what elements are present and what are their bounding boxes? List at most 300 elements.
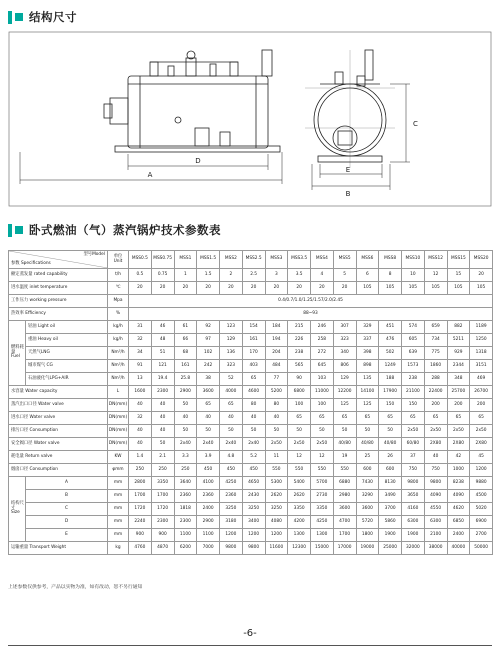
- table-value-cell: 20: [311, 282, 334, 295]
- table-value-cell: 1.4: [129, 451, 152, 464]
- table-value-cell: 2620: [288, 490, 311, 503]
- table-value-cell: 135: [356, 373, 379, 386]
- table-value-cell: 450: [197, 464, 220, 477]
- table-value-cell: 3600: [333, 503, 356, 516]
- table-value-cell: 1573: [402, 360, 425, 373]
- table-value-cell: 605: [402, 334, 425, 347]
- table-value-cell: 2620: [265, 490, 288, 503]
- row-unit-cell: kg: [108, 542, 129, 555]
- table-row: [9, 529, 493, 542]
- table-value-cell: 600: [356, 464, 379, 477]
- table-value-cell: 40: [265, 412, 288, 425]
- table-value-cell: 2x50: [265, 438, 288, 451]
- table-value-cell: 574: [402, 321, 425, 334]
- table-value-cell: 50: [220, 425, 243, 438]
- table-value-cell: 775: [424, 347, 447, 360]
- table-value-cell: 68: [174, 347, 197, 360]
- table-value-cell: 20: [470, 269, 493, 282]
- table-value-cell: 8130: [379, 477, 402, 490]
- table-value-cell: 469: [470, 373, 493, 386]
- table-value-cell: 65: [402, 412, 425, 425]
- table-value-cell: 40/80: [356, 438, 379, 451]
- table-value-cell: 250: [129, 464, 152, 477]
- table-value-cell: 4550: [424, 503, 447, 516]
- table-value-cell: 929: [447, 347, 470, 360]
- table-value-cell: 50: [197, 425, 220, 438]
- table-value-cell: 32: [129, 412, 152, 425]
- dimension-label-D: D: [195, 157, 201, 165]
- table-value-cell: 40: [129, 425, 152, 438]
- table-value-cell: 25: [356, 451, 379, 464]
- table-row: [9, 308, 493, 321]
- row-unit-cell: ℃: [108, 282, 129, 295]
- table-value-cell: 121: [151, 360, 174, 373]
- table-value-cell: 2300: [151, 516, 174, 529]
- table-value-cell: 502: [379, 347, 402, 360]
- table-value-cell: 398: [356, 347, 379, 360]
- table-value-cell: 450: [220, 464, 243, 477]
- page-number: -6-: [243, 628, 257, 639]
- table-value-cell: 2800: [129, 477, 152, 490]
- table-value-cell: 15000: [311, 542, 334, 555]
- heading-bar-marker: [8, 224, 12, 237]
- table-row: [9, 425, 493, 438]
- table-value-cell: 0.75: [151, 269, 174, 282]
- table-value-cell: 40: [197, 412, 220, 425]
- table-value-cell: 2300: [174, 516, 197, 529]
- table-value-cell: 65: [470, 412, 493, 425]
- table-value-cell: 40: [151, 412, 174, 425]
- table-value-cell: 25700: [447, 386, 470, 399]
- row-name-cell: 耗电量 Return valve: [9, 451, 108, 464]
- table-value-cell: 65: [379, 412, 402, 425]
- table-value-cell: 40: [242, 412, 265, 425]
- table-value-cell: 12: [424, 269, 447, 282]
- table-value-cell: 17000: [333, 542, 356, 555]
- table-value-cell: 5860: [379, 516, 402, 529]
- table-value-cell: 91: [129, 360, 152, 373]
- table-value-cell: 100: [288, 399, 311, 412]
- header-params-label: 参数 Specifications: [11, 260, 51, 266]
- table-value-cell: 3400: [242, 516, 265, 529]
- table-value-cell: 20: [151, 282, 174, 295]
- table-value-cell: 2400: [447, 529, 470, 542]
- table-value-cell: 4: [311, 269, 334, 282]
- table-value-cell: 38000: [424, 542, 447, 555]
- table-value-cell: 238: [402, 373, 425, 386]
- table-value-cell: 103: [311, 373, 334, 386]
- row-unit-cell: DN(mm): [108, 412, 129, 425]
- table-header-row: [9, 251, 493, 269]
- table-value-cell: 20: [129, 282, 152, 295]
- table-value-cell: 9800: [242, 542, 265, 555]
- table-value-cell: 4250: [220, 477, 243, 490]
- table-value-cell: 50: [265, 425, 288, 438]
- table-value-cell: 4.8: [220, 451, 243, 464]
- table-value-cell: 22400: [424, 386, 447, 399]
- table-value-cell: 2430: [242, 490, 265, 503]
- table-value-cell: 250: [151, 464, 174, 477]
- table-value-cell: 2.1: [151, 451, 174, 464]
- row-unit-cell: mm: [108, 529, 129, 542]
- table-value-cell: 3350: [311, 503, 334, 516]
- table-value-cell: 1700: [333, 529, 356, 542]
- table-value-cell: 129: [220, 334, 243, 347]
- table-value-cell: 51: [151, 347, 174, 360]
- table-value-cell: 21100: [402, 386, 425, 399]
- table-value-cell: 80: [265, 399, 288, 412]
- table-value-cell: 2100: [424, 529, 447, 542]
- table-value-cell: 215: [288, 321, 311, 334]
- table-value-cell: 13: [129, 373, 152, 386]
- table-value-cell: 550: [311, 464, 334, 477]
- table-value-cell: 32000: [402, 542, 425, 555]
- row-unit-cell: kg/h: [108, 334, 129, 347]
- row-unit-cell: %: [108, 308, 129, 321]
- table-value-cell: 2x40: [242, 438, 265, 451]
- table-value-cell: 123: [220, 321, 243, 334]
- model-header-cell: MSS0.5: [129, 251, 152, 269]
- row-unit-cell: mm: [108, 516, 129, 529]
- table-row: [9, 490, 493, 503]
- table-body: [9, 269, 493, 555]
- table-value-cell: 250: [174, 464, 197, 477]
- front-dimension-lines: [312, 84, 410, 190]
- table-value-cell: 32: [129, 334, 152, 347]
- table-row: [9, 282, 493, 295]
- table-value-cell: 750: [424, 464, 447, 477]
- row-name-cell: 城市煤气 CG: [26, 360, 108, 373]
- table-value-cell: 1000: [447, 464, 470, 477]
- table-value-cell: 200: [424, 399, 447, 412]
- row-name-cell: 工作压力 working pressure: [9, 295, 108, 308]
- table-row: [9, 360, 493, 373]
- model-header-cell: MSS20: [470, 251, 493, 269]
- model-header-cell: MSS1.5: [197, 251, 220, 269]
- table-value-cell: 4200: [288, 516, 311, 529]
- model-header-cell: MSS1: [174, 251, 197, 269]
- table-value-cell: 105: [402, 282, 425, 295]
- table-value-cell: 1800: [356, 529, 379, 542]
- table-value-cell: 5200: [265, 386, 288, 399]
- table-value-cell: 242: [197, 360, 220, 373]
- table-value-cell: 105: [356, 282, 379, 295]
- table-corner-header: [9, 251, 108, 269]
- table-value-cell: 15: [447, 269, 470, 282]
- table-value-cell: 272: [311, 347, 334, 360]
- side-boiler-shell: [128, 76, 268, 148]
- table-value-cell: 2900: [197, 516, 220, 529]
- table-value-cell: 25000: [379, 542, 402, 555]
- row-name-cell: 额定蒸发量 rated capability: [9, 269, 108, 282]
- row-unit-cell: Nm³/h: [108, 373, 129, 386]
- table-value-cell: 329: [356, 321, 379, 334]
- section-heading-structure: [8, 9, 77, 25]
- table-value-cell: 0.5: [129, 269, 152, 282]
- table-value-cell: 50: [174, 425, 197, 438]
- table-value-cell: 226: [288, 334, 311, 347]
- table-value-cell: 50: [379, 425, 402, 438]
- row-span-value-cell: 0.4/0.7/1.0/1.25/1.57/2.0/2.45: [129, 295, 493, 308]
- table-value-cell: 20: [174, 282, 197, 295]
- table-value-cell: 900: [151, 529, 174, 542]
- row-unit-cell: φmm: [108, 464, 129, 477]
- table-value-cell: 1900: [379, 529, 402, 542]
- boiler-front-view: [305, 50, 395, 168]
- table-value-cell: 12200: [333, 386, 356, 399]
- table-value-cell: 136: [220, 347, 243, 360]
- table-value-cell: 1200: [265, 529, 288, 542]
- table-value-cell: 3180: [220, 516, 243, 529]
- table-value-cell: 40: [151, 399, 174, 412]
- table-value-cell: 38: [197, 373, 220, 386]
- model-header-cell: MSS4: [311, 251, 334, 269]
- table-value-cell: 3290: [356, 490, 379, 503]
- table-value-cell: 52: [220, 373, 243, 386]
- table-value-cell: 2x50: [447, 425, 470, 438]
- row-name-cell: 天然气LNG: [26, 347, 108, 360]
- header-model-label: 型号Model: [83, 252, 105, 257]
- table-value-cell: 5300: [265, 477, 288, 490]
- table-value-cell: 50: [242, 425, 265, 438]
- row-unit-cell: mm: [108, 477, 129, 490]
- table-value-cell: 40: [129, 438, 152, 451]
- table-value-cell: 102: [197, 347, 220, 360]
- table-value-cell: 550: [288, 464, 311, 477]
- table-value-cell: 2360: [197, 490, 220, 503]
- table-value-cell: 450: [242, 464, 265, 477]
- table-value-cell: 258: [311, 334, 334, 347]
- table-value-cell: 9800: [220, 542, 243, 555]
- row-unit-cell: DN(mm): [108, 425, 129, 438]
- section-heading-params: [8, 222, 221, 238]
- table-value-cell: 2X80: [424, 438, 447, 451]
- table-row: [9, 269, 493, 282]
- table-value-cell: 600: [379, 464, 402, 477]
- table-row: [9, 516, 493, 529]
- table-value-cell: 105: [447, 282, 470, 295]
- table-value-cell: 7000: [197, 542, 220, 555]
- table-value-cell: 125: [333, 399, 356, 412]
- table-value-cell: 65: [220, 399, 243, 412]
- model-header-cell: MSS0.75: [151, 251, 174, 269]
- table-value-cell: 6800: [288, 386, 311, 399]
- table-value-cell: 40: [174, 412, 197, 425]
- table-value-cell: 484: [265, 360, 288, 373]
- table-value-cell: 3650: [402, 490, 425, 503]
- table-value-cell: 2300: [151, 386, 174, 399]
- table-value-cell: 5020: [470, 503, 493, 516]
- table-value-cell: 340: [333, 347, 356, 360]
- row-name-cell: 轻油 Light oil: [26, 321, 108, 334]
- table-value-cell: 42: [447, 451, 470, 464]
- dimension-letter-cell: D: [26, 516, 108, 529]
- row-unit-cell: kg/h: [108, 321, 129, 334]
- table-value-cell: 20: [265, 282, 288, 295]
- table-value-cell: 4100: [197, 477, 220, 490]
- table-value-cell: 1900: [402, 529, 425, 542]
- table-value-cell: 1318: [470, 347, 493, 360]
- table-value-cell: 5.2: [242, 451, 265, 464]
- table-value-cell: 40/80: [379, 438, 402, 451]
- row-name-cell: 进水口径 Water valve: [9, 412, 108, 425]
- heading-bar-marker: [8, 11, 12, 24]
- side-burner: [110, 98, 128, 124]
- model-header-cell: MSS12: [424, 251, 447, 269]
- table-value-cell: 2980: [333, 490, 356, 503]
- table-value-cell: 188: [379, 373, 402, 386]
- table-value-cell: 34: [129, 347, 152, 360]
- table-value-cell: 2x50: [424, 425, 447, 438]
- front-burner: [333, 126, 357, 150]
- table-value-cell: 734: [424, 334, 447, 347]
- row-unit-cell: Mpa: [108, 295, 129, 308]
- table-row: [9, 542, 493, 555]
- table-value-cell: 3.5: [288, 269, 311, 282]
- table-value-cell: 65: [311, 412, 334, 425]
- table-value-cell: 92: [197, 321, 220, 334]
- table-value-cell: 50: [333, 425, 356, 438]
- table-value-cell: 200: [447, 399, 470, 412]
- table-value-cell: 19.4: [151, 373, 174, 386]
- table-value-cell: 8: [379, 269, 402, 282]
- table-value-cell: 1300: [288, 529, 311, 542]
- table-value-cell: 5: [333, 269, 356, 282]
- table-value-cell: 9880: [470, 477, 493, 490]
- table-value-cell: 5400: [288, 477, 311, 490]
- table-value-cell: 4090: [447, 490, 470, 503]
- table-value-cell: 451: [379, 321, 402, 334]
- table-value-cell: 6: [356, 269, 379, 282]
- table-row: [9, 503, 493, 516]
- table-value-cell: 65: [333, 412, 356, 425]
- table-value-cell: 66: [174, 334, 197, 347]
- table-value-cell: 5211: [447, 334, 470, 347]
- table-value-cell: 170: [242, 347, 265, 360]
- row-unit-cell: t/h: [108, 269, 129, 282]
- table-value-cell: 80: [242, 399, 265, 412]
- table-value-cell: 3151: [470, 360, 493, 373]
- table-value-cell: 40/80: [333, 438, 356, 451]
- table-value-cell: 40: [424, 451, 447, 464]
- table-value-cell: 246: [311, 321, 334, 334]
- table-value-cell: 4620: [447, 503, 470, 516]
- table-value-cell: 48: [151, 334, 174, 347]
- table-value-cell: 1600: [129, 386, 152, 399]
- table-value-cell: 1: [174, 269, 197, 282]
- table-value-cell: 14100: [356, 386, 379, 399]
- row-name-cell: 热效率 Efficiency: [9, 308, 108, 321]
- footnote: 上述参数仅供参考，产品以实物为准，如有改动，恕不另行通知: [8, 585, 143, 590]
- table-value-cell: 20: [333, 282, 356, 295]
- dimension-label-A: A: [147, 171, 153, 179]
- table-value-cell: 476: [379, 334, 402, 347]
- table-value-cell: 1200: [220, 529, 243, 542]
- table-value-cell: 150: [402, 399, 425, 412]
- table-value-cell: 3250: [265, 503, 288, 516]
- table-value-cell: 2344: [447, 360, 470, 373]
- table-value-cell: 129: [333, 373, 356, 386]
- table-value-cell: 348: [447, 373, 470, 386]
- table-value-cell: 3600: [356, 503, 379, 516]
- table-value-cell: 6200: [174, 542, 197, 555]
- table-value-cell: 26700: [470, 386, 493, 399]
- table-row: [9, 399, 493, 412]
- dimension-label-E: E: [345, 166, 351, 174]
- table-value-cell: 659: [424, 321, 447, 334]
- table-row: [9, 386, 493, 399]
- table-value-cell: 1700: [151, 490, 174, 503]
- model-header-cell: MSS2: [220, 251, 243, 269]
- table-value-cell: 806: [333, 360, 356, 373]
- table-value-cell: 50: [356, 425, 379, 438]
- table-value-cell: 5700: [311, 477, 334, 490]
- table-row: [9, 334, 493, 347]
- table-value-cell: 10: [402, 269, 425, 282]
- row-name-cell: 运输重量 Transport Weight: [9, 542, 108, 555]
- table-value-cell: 50: [311, 425, 334, 438]
- table-value-cell: 105: [424, 282, 447, 295]
- table-value-cell: 1100: [174, 529, 197, 542]
- table-value-cell: 65: [356, 412, 379, 425]
- table-value-cell: 11000: [311, 386, 334, 399]
- table-value-cell: 3250: [220, 503, 243, 516]
- table-value-cell: 337: [356, 334, 379, 347]
- table-value-cell: 238: [288, 347, 311, 360]
- table-value-cell: 50: [174, 399, 197, 412]
- model-header-cell: MSS8: [379, 251, 402, 269]
- table-value-cell: 154: [242, 321, 265, 334]
- table-value-cell: 3490: [379, 490, 402, 503]
- table-value-cell: 3: [265, 269, 288, 282]
- table-value-cell: 4000: [220, 386, 243, 399]
- table-value-cell: 2700: [470, 529, 493, 542]
- table-value-cell: 60/80: [402, 438, 425, 451]
- table-value-cell: 50: [151, 438, 174, 451]
- table-value-cell: 4760: [129, 542, 152, 555]
- table-value-cell: 900: [129, 529, 152, 542]
- table-value-cell: 19000: [356, 542, 379, 555]
- row-name-cell: 安全阀口径 Water valve: [9, 438, 108, 451]
- table-value-cell: 2900: [174, 386, 197, 399]
- table-value-cell: 2x50: [402, 425, 425, 438]
- row-name-cell: 排污口径 Consumption: [9, 425, 108, 438]
- table-value-cell: 40: [151, 425, 174, 438]
- table-value-cell: 46: [151, 321, 174, 334]
- table-value-cell: 184: [265, 321, 288, 334]
- table-value-cell: 100: [311, 399, 334, 412]
- table-row: [9, 412, 493, 425]
- table-value-cell: 90: [288, 373, 311, 386]
- row-unit-cell: DN(mm): [108, 399, 129, 412]
- table-value-cell: 2360: [174, 490, 197, 503]
- table-value-cell: 11: [265, 451, 288, 464]
- table-value-cell: 2X80: [470, 438, 493, 451]
- table-value-cell: 6850: [447, 516, 470, 529]
- table-value-cell: 2x50: [288, 438, 311, 451]
- table-value-cell: 50000: [470, 542, 493, 555]
- table-value-cell: 1200: [242, 529, 265, 542]
- table-value-cell: 31: [129, 321, 152, 334]
- table-value-cell: 3.9: [197, 451, 220, 464]
- table-value-cell: 323: [333, 334, 356, 347]
- row-name-cell: 石油液化气LPG+AIR: [26, 373, 108, 386]
- table-value-cell: 1700: [129, 490, 152, 503]
- table-value-cell: 1189: [470, 321, 493, 334]
- table-value-cell: 1818: [174, 503, 197, 516]
- row-unit-cell: L: [108, 386, 129, 399]
- table-value-cell: 12: [311, 451, 334, 464]
